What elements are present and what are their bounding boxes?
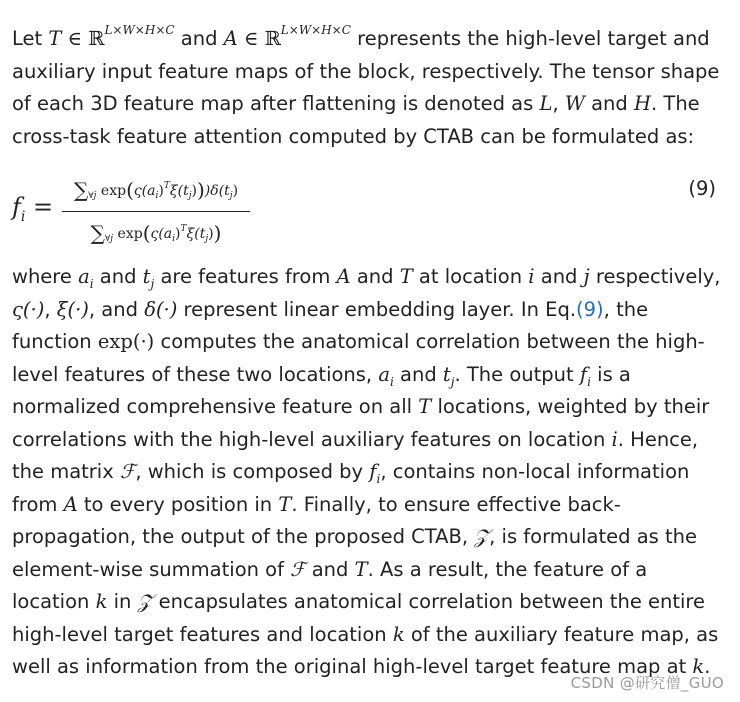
math-i: i bbox=[611, 427, 618, 451]
paragraph-2 bbox=[12, 261, 728, 684]
math-sub: i bbox=[89, 277, 94, 291]
math-sub: j bbox=[450, 374, 455, 389]
math-exp-fn: exp(·) bbox=[97, 330, 155, 353]
math-A: A bbox=[336, 265, 351, 288]
math-k: k bbox=[692, 655, 705, 678]
math-delta-t: )δ(t bbox=[204, 183, 230, 199]
math-W: W bbox=[564, 92, 585, 115]
math-delta-fn: δ(·) bbox=[144, 297, 178, 321]
text: Let bbox=[12, 27, 49, 50]
text: and bbox=[534, 265, 584, 288]
math-xi-t: ξ(t bbox=[169, 183, 189, 199]
text: . Finally, to ensure effective back-propagation, the output of the proposed CTAB, bbox=[12, 492, 621, 548]
close-paren: ) bbox=[158, 183, 164, 199]
text: locations, weighted by their correlations with the high-level auxiliary features on location bbox=[12, 395, 710, 451]
text: , which is composed by bbox=[135, 460, 370, 483]
math-H: H bbox=[634, 92, 652, 115]
exp-function: exp bbox=[113, 226, 143, 242]
math-sigma-a: ς(a bbox=[150, 226, 173, 242]
text: are features from bbox=[154, 265, 337, 288]
math-t: t bbox=[142, 265, 151, 288]
text: represent linear embedding layer. In Eq. bbox=[177, 297, 577, 321]
equation-lhs bbox=[12, 193, 54, 225]
math-sigma-a: ς(a bbox=[133, 183, 156, 199]
text: , bbox=[44, 297, 57, 321]
text: and bbox=[350, 265, 400, 288]
math-xi-fn: ξ(·) bbox=[56, 297, 89, 321]
math-A: A bbox=[63, 492, 78, 516]
text: and bbox=[393, 362, 443, 386]
text: to every position in bbox=[77, 492, 279, 516]
equals-sign: = bbox=[25, 193, 54, 221]
math-f: f bbox=[369, 460, 377, 483]
math-sigma-fn: ς(·) bbox=[12, 297, 45, 321]
transpose: T bbox=[180, 224, 187, 234]
text: . The output bbox=[454, 362, 580, 386]
text: , contains non-local information from bbox=[12, 460, 690, 516]
exp-function: exp bbox=[96, 183, 127, 199]
text: and bbox=[305, 557, 355, 581]
text: and bbox=[174, 27, 224, 50]
math-f: f bbox=[579, 362, 588, 386]
math-script-Z: 𝒵 bbox=[137, 590, 153, 613]
text: encapsulates anatomical correlation between the entire high-level target features and location bbox=[12, 590, 706, 646]
math-k: k bbox=[95, 590, 108, 613]
math-sub: i bbox=[389, 374, 394, 389]
text: . The cross-task feature attention computed by CTAB can be formulated as: bbox=[12, 92, 700, 148]
text: represents the high-level target and auxiliary input feature maps of the block, respectively. The tensor shape of each 3D feature map after flattening is denoted as bbox=[12, 27, 720, 115]
sum-subscript: ∀j bbox=[104, 234, 114, 244]
paragraph-1 bbox=[12, 23, 728, 153]
text: , and bbox=[88, 297, 145, 321]
equation-reference-link[interactable]: (9) bbox=[576, 297, 604, 321]
equation-number: (9) bbox=[688, 177, 716, 200]
math-j: j bbox=[583, 265, 590, 288]
transpose: T bbox=[163, 181, 170, 191]
math-in-R: ∈ ℝ bbox=[61, 27, 105, 50]
math-sub: i bbox=[376, 472, 381, 486]
fraction bbox=[62, 173, 250, 252]
csdn-watermark: CSDN @研究僧_GUO bbox=[570, 674, 724, 692]
text: , the function bbox=[12, 297, 649, 353]
math-dims: L×W×H×C bbox=[104, 23, 175, 37]
text: and bbox=[93, 265, 143, 288]
math-i: i bbox=[528, 265, 535, 288]
math-script-Z: 𝒵 bbox=[474, 525, 490, 548]
sum-symbol: ∑ bbox=[73, 178, 89, 202]
text: . bbox=[704, 655, 711, 678]
math-t: t bbox=[442, 362, 451, 386]
math-A: A bbox=[223, 27, 238, 50]
math-T: T bbox=[418, 395, 432, 418]
math-sub-i: i bbox=[20, 209, 26, 225]
text: in bbox=[107, 590, 138, 613]
text: , bbox=[552, 92, 565, 115]
text: is a normalized comprehensive feature on all bbox=[12, 362, 631, 418]
math-xi-t: ξ(t bbox=[186, 226, 206, 242]
fraction-numerator: $\sum_{\forall j}$ $\exp(\varsigma(a_i)^T\xi(t_j)))\delta(t_j)$ bbox=[73, 178, 239, 202]
math-L: L bbox=[539, 92, 553, 115]
math-k: k bbox=[392, 622, 405, 646]
math-script-F: ℱ bbox=[290, 557, 306, 581]
fraction-denominator: $\sum_{\forall j}$ $\exp(\varsigma(a_i)^T\xi(t_j))$ bbox=[90, 221, 222, 245]
math-sub: j bbox=[150, 277, 155, 291]
math-f: f bbox=[12, 193, 21, 221]
text: computes the anatomical correlation between the high-level features of these two locations, bbox=[12, 330, 705, 386]
math-script-F: ℱ bbox=[119, 460, 136, 483]
math-in-R: ∈ ℝ bbox=[237, 27, 281, 50]
text: , is formulated as the element-wise summation of bbox=[12, 525, 698, 581]
text: and bbox=[584, 92, 634, 115]
text: at location bbox=[412, 265, 529, 288]
text: respectively, bbox=[589, 265, 721, 288]
equation-9 bbox=[12, 171, 728, 243]
sum-symbol: ∑ bbox=[90, 221, 105, 245]
math-a: a bbox=[78, 265, 90, 288]
math-sub: i bbox=[587, 374, 591, 389]
math-T: T bbox=[354, 557, 368, 581]
fraction-bar bbox=[62, 211, 250, 212]
math-T: T bbox=[278, 492, 292, 516]
text: where bbox=[12, 265, 79, 288]
text: . As a result, the feature of a location bbox=[12, 557, 648, 613]
sum-subscript: ∀j bbox=[88, 191, 97, 201]
math-T: T bbox=[48, 27, 62, 50]
math-T: T bbox=[399, 265, 413, 288]
text: of the auxiliary feature map, as well as information from the original high-level target feature map at bbox=[12, 622, 719, 678]
math-a: a bbox=[378, 362, 390, 386]
text: . Hence, the matrix bbox=[12, 427, 699, 483]
math-dims: L×W×H×C bbox=[280, 23, 351, 37]
